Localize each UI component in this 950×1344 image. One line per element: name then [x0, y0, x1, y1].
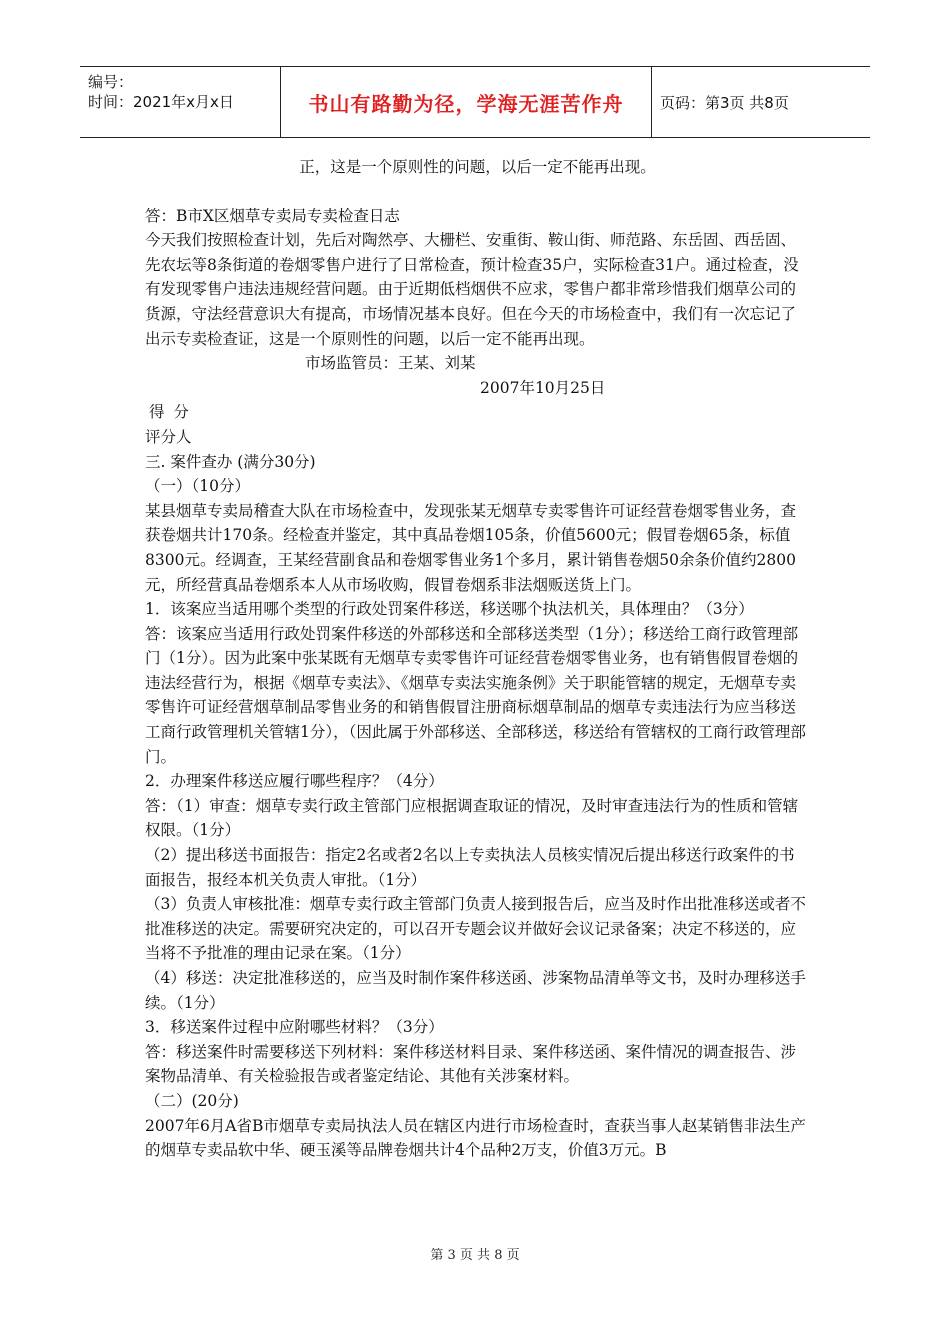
case2-paragraph: 2007年6月A省B市烟草专卖局执法人员在辖区内进行市场检查时，查获当事人赵某销售非法生产的烟草专卖品软中华、硬玉溪等品牌卷烟共计4个品种2万支，价值3万元。B — [145, 1116, 806, 1160]
answer-2-step-4: （4）移送：决定批准移送的，应当及时制作案件移送函、涉案物品清单等文书，及时办理移送手续。（1分） — [145, 969, 806, 1012]
question-3: 3．移送案件过程中应附哪些材料？（3分） — [145, 1018, 444, 1037]
document-body — [145, 155, 810, 1163]
header-meta — [80, 67, 280, 137]
answer-3: 答：移送案件时需要移送下列材料：案件移送材料目录、案件移送函、案件情况的调查报告、涉案物品清单、有关检验报告或者鉴定结论、其他有关涉案材料。 — [145, 1042, 797, 1086]
part1-title: （一）（10分） — [145, 477, 250, 496]
grader-label: 评分人 — [145, 427, 192, 446]
lead-line: 正，这是一个原则性的问题，以后一定不能再出现。 — [299, 158, 656, 176]
page-header — [80, 66, 870, 138]
question-2: 2．办理案件移送应履行哪些程序？（4分） — [145, 772, 444, 791]
signature: 市场监管员：王某、刘某 — [305, 354, 476, 373]
header-page-info: 页码：第3页 共8页 — [660, 93, 789, 112]
header-motto: 书山有路勤为径，学海无涯苦作舟 — [280, 67, 652, 137]
score-label: 得 分 — [149, 403, 191, 422]
question-1: 1．该案应当适用哪个类型的行政处罚案件移送，移送哪个执法机关，具体理由？（3分） — [145, 600, 754, 619]
answer-2-step-1: 答：（1）审查：烟草专卖行政主管部门应根据调查取证的情况，及时审查违法行为的性质和管辖权限。（1分） — [145, 796, 799, 840]
answer-1: 答：该案应当适用行政处罚案件移送的外部移送和全部移送类型（1分）；移送给工商行政管理部门（1分）。因为此案中张某既有无烟草专卖零售许可证经营卷烟零售业务，也有销售假冒卷烟的违法经营行为，根据《烟草专卖法》、《烟草专卖法实施条例》关于职能管辖的规定，无烟草专卖零售许可证经营烟草制品零售业务的和销售假冒注册商标烟草制品的烟草专卖违法行为应当移送工商行政管理机关管辖1分），（因此属于外部移送、全部移送，移送给有管辖权的工商行政管理部门。 — [145, 624, 806, 766]
answer-2-step-3: （3）负责人审核批准：烟草专卖行政主管部门负责人接到报告后，应当及时作出批准移送或者不批准移送的决定。需要研究决定的，可以召开专题会议并做好会议记录备案；决定不移送的，应当将不予批准的理由记录在案。（1分） — [145, 895, 806, 963]
answer-2-step-2: （2）提出移送书面报告：指定2名或者2名以上专卖执法人员核实情况后提出移送行政案件的书面报告，报经本机关负责人审批。（1分） — [145, 846, 795, 889]
part2-title: （二）(20分) — [145, 1091, 239, 1110]
sign-date: 2007年10月25日 — [480, 378, 606, 397]
document-number-label: 编号： — [88, 73, 134, 91]
document-date-label: 时间：2021年x月x日 — [88, 93, 234, 111]
section-title: 三. 案件查办 (满分30分) — [145, 452, 316, 471]
answer-title: 答：B市X区烟草专卖局专卖检查日志 — [145, 206, 400, 225]
answer-paragraph: 今天我们按照检查计划，先后对陶然亭、大栅栏、安重街、鞍山街、师范路、东岳固、西岳固、先农坛等8条街道的卷烟零售户进行了日常检查，预计检查35户，实际检查31户。通过检查，没有发现零售户违法违规经营问题。由于近期低档烟供不应求，零售户都非常珍惜我们烟草公司的货源，守法经营意识大有提高，市场情况基本良好。但在今天的市场检查中，我们有一次忘记了出示专卖检查证，这是一个原则性的问题，以后一定不能再出现。 — [145, 231, 799, 348]
case1-paragraph: 某县烟草专卖局稽查大队在市场检查中，发现张某无烟草专卖零售许可证经营卷烟零售业务，查获卷烟共计170条。经检查并鉴定，其中真品卷烟105条，价值5600元；假冒卷烟65条，标值8300元。经调查，王某经营副食品和卷烟零售业务1个多月，累计销售卷烟50余条价值约2800元，所经营真品卷烟系本人从市场收购，假冒卷烟系非法烟贩送货上门。 — [145, 501, 797, 594]
page-footer: 第 3 页 共 8 页 — [430, 1248, 520, 1263]
